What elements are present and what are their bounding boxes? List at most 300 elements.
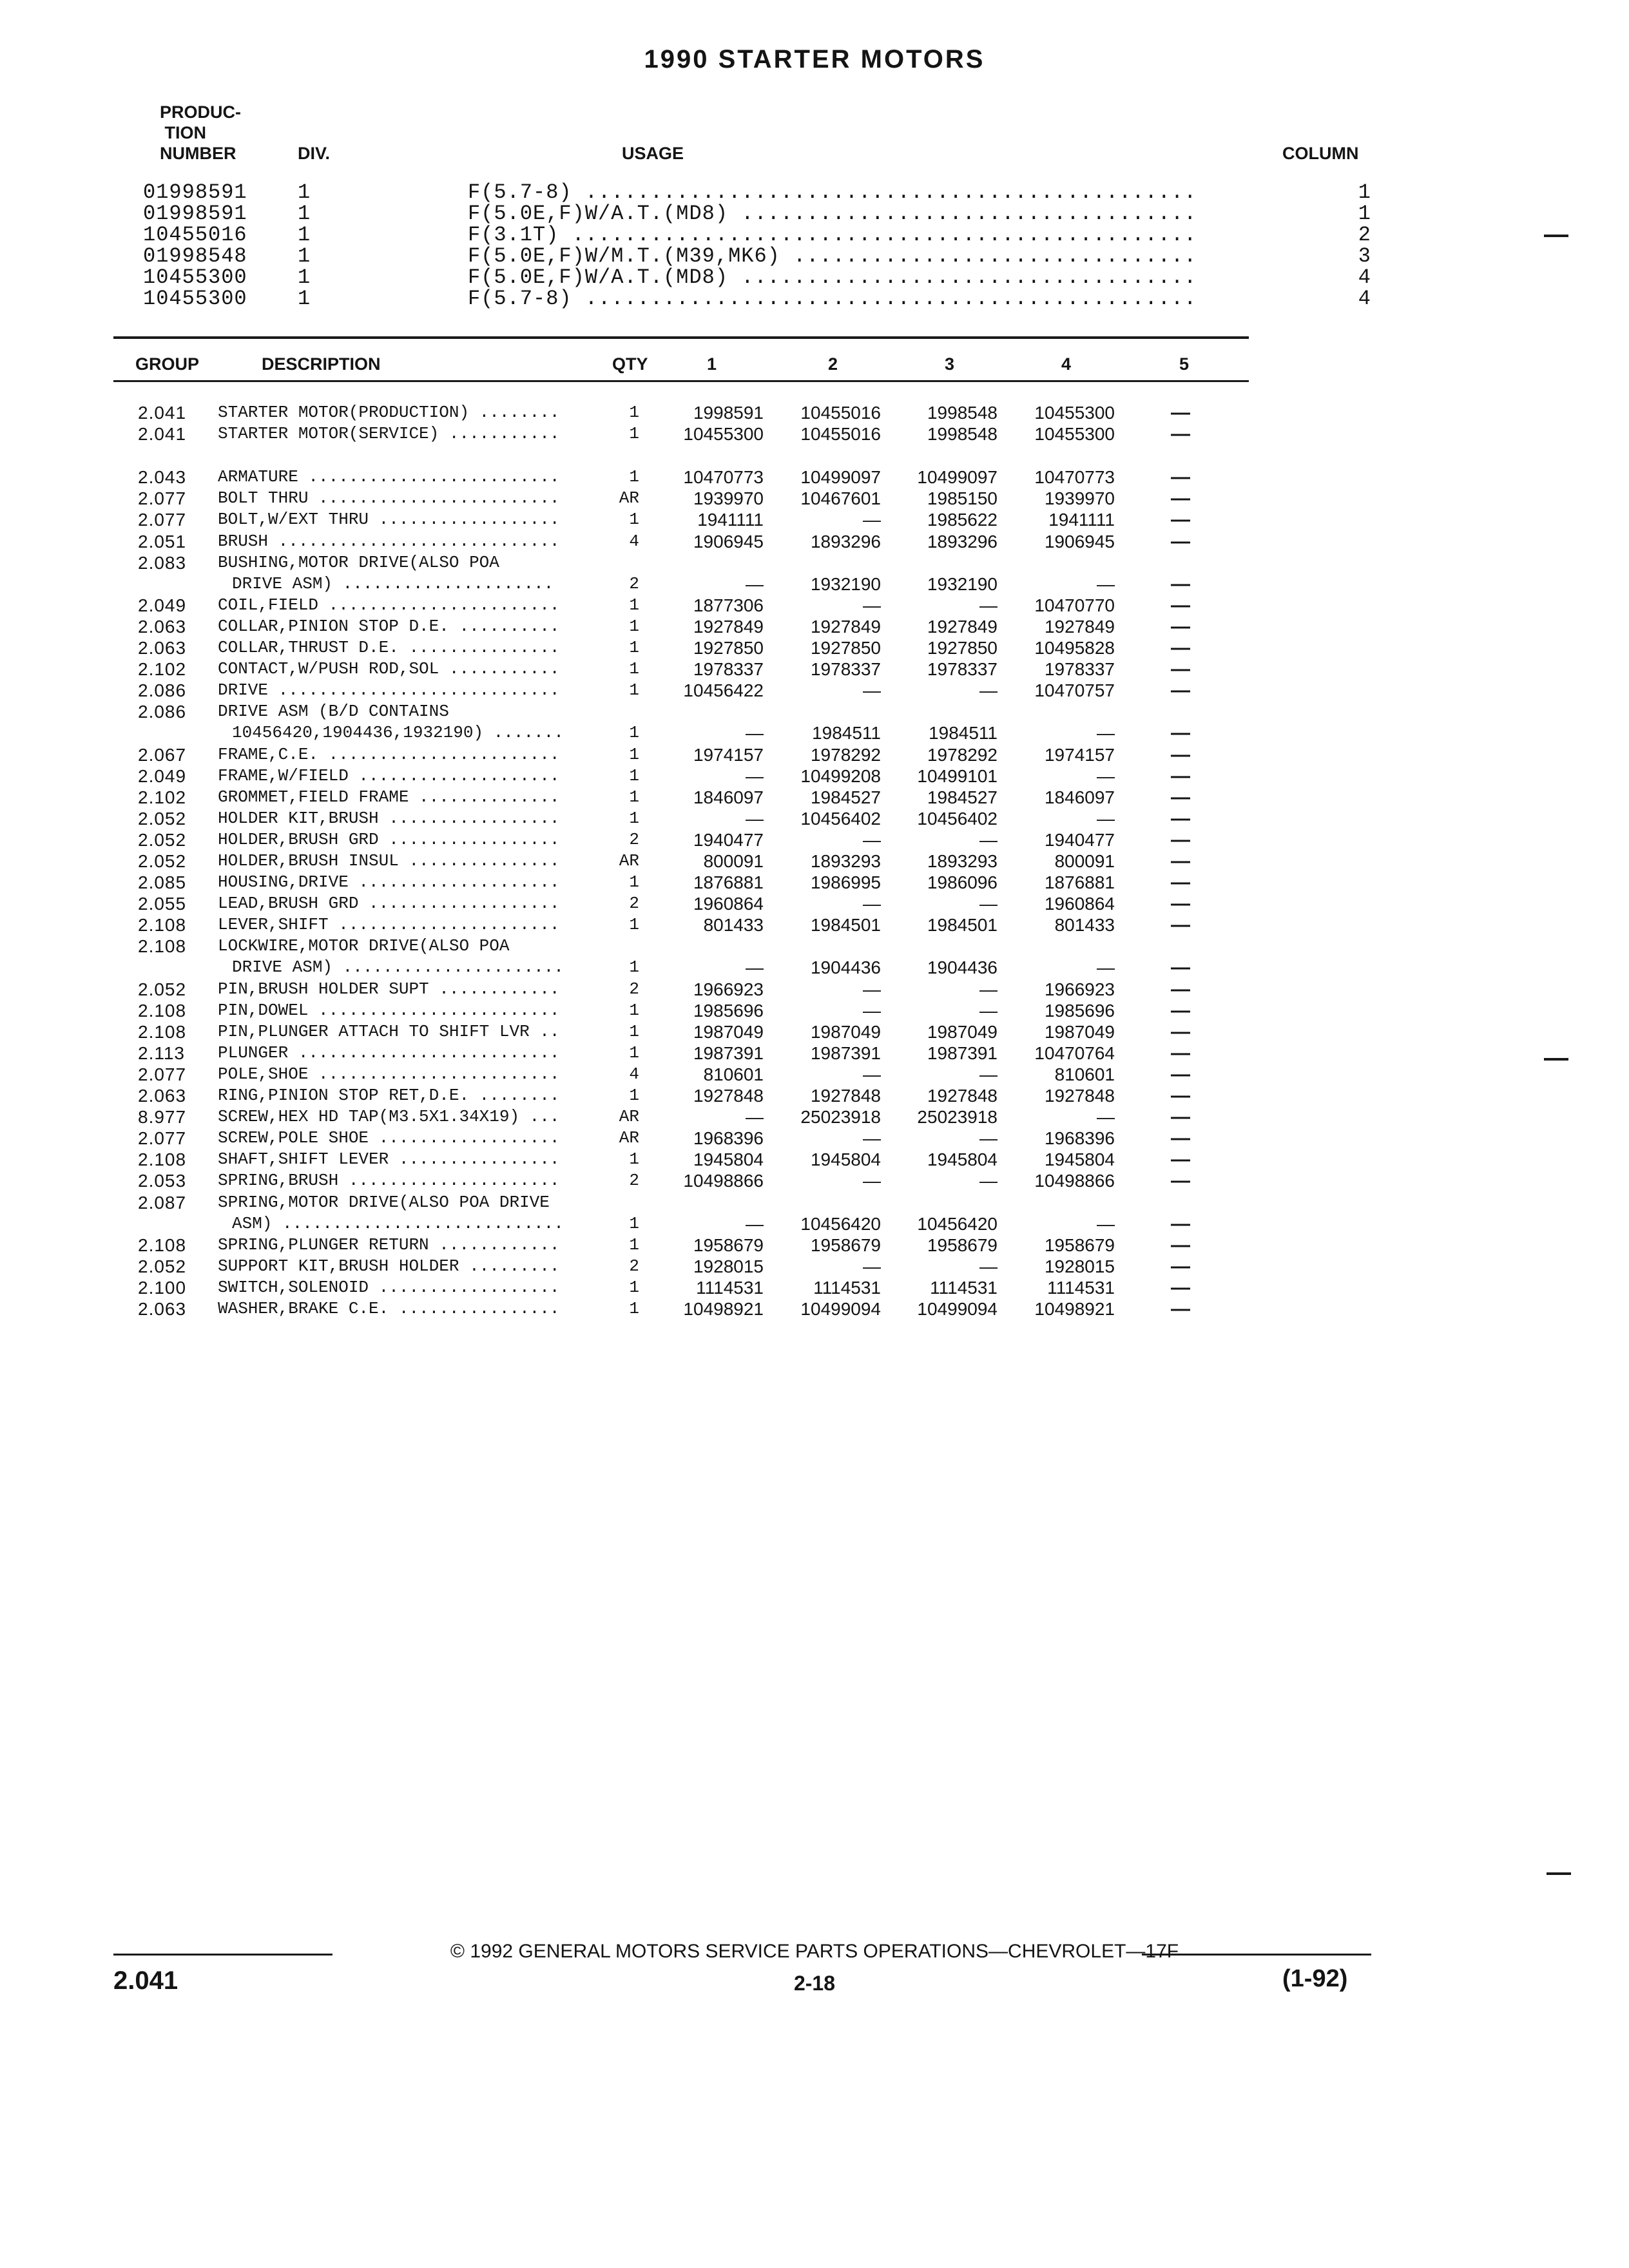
part-number-col-4: 1968396 [1044, 1128, 1115, 1148]
part-number-col-1: 1968396 [693, 1128, 764, 1148]
part-description: COLLAR,THRUST D.E. ............... [218, 638, 560, 657]
part-number-col-2: 1984527 [810, 787, 881, 807]
quantity: AR [619, 488, 639, 508]
part-number-col-1: 10455300 [683, 424, 764, 444]
page-title: 1990 STARTER MOTORS [644, 45, 985, 73]
quantity: 1 [629, 638, 639, 657]
column-number: 4 [1358, 265, 1371, 289]
table-row [0, 616, 1629, 637]
table-row [0, 488, 1629, 509]
part-description: LOCKWIRE,MOTOR DRIVE(ALSO POA [218, 936, 510, 956]
part-number-col-3: 1114531 [930, 1278, 998, 1298]
quantity: 1 [629, 1278, 639, 1297]
part-number-col-2: 1978292 [810, 745, 881, 765]
part-description: WASHER,BRAKE C.E. ................ [218, 1299, 560, 1318]
table-row [0, 658, 1629, 680]
footer-date-code: (1-92) [1282, 1965, 1348, 1992]
part-number-col-3: — [979, 894, 998, 914]
part-number-col-4: 10495828 [1034, 638, 1115, 658]
part-number-col-1: 10470773 [683, 467, 764, 487]
part-description: HOUSING,DRIVE .................... [218, 872, 560, 892]
part-number-col-2: 1978337 [810, 659, 881, 679]
part-number-col-2: 10499097 [800, 467, 881, 487]
part-description: PLUNGER .......................... [218, 1043, 560, 1062]
part-number-col-2: 10456402 [800, 809, 881, 829]
table-row [0, 765, 1629, 787]
part-number-col-4: 10470757 [1034, 680, 1115, 700]
part-description: CONTACT,W/PUSH ROD,SOL ........... [218, 659, 560, 678]
production-number: 10455300 [143, 265, 247, 289]
part-number-col-4: — [1097, 1107, 1115, 1127]
part-number-col-4: 1876881 [1044, 872, 1115, 892]
group-number: 2.052 [138, 1256, 187, 1276]
part-number-col-5: — [1171, 637, 1190, 658]
part-number-col-3: — [979, 1064, 998, 1084]
table-row [0, 957, 1629, 978]
quantity: 1 [629, 617, 639, 636]
part-number-col-3: — [979, 979, 998, 999]
group-number: 2.108 [138, 936, 187, 956]
margin-mark [1544, 235, 1568, 237]
group-number: 2.077 [138, 488, 187, 508]
table-row [0, 466, 1629, 488]
group-number: 2.102 [138, 787, 187, 807]
part-number-col-4: 1945804 [1044, 1149, 1115, 1169]
part-description: SPRING,PLUNGER RETURN ............ [218, 1235, 560, 1254]
part-number-col-1: 1958679 [693, 1235, 764, 1255]
part-number-col-3: 1927850 [927, 638, 998, 658]
quantity: 1 [629, 680, 639, 700]
part-number-col-1: 801433 [703, 915, 764, 935]
part-number-col-3: 1984501 [927, 915, 998, 935]
part-number-col-4: 1939970 [1044, 488, 1115, 508]
usage-row [0, 203, 1629, 224]
part-number-col-2: 1945804 [810, 1149, 881, 1169]
table-row [0, 552, 1629, 573]
quantity: 1 [629, 872, 639, 892]
usage-text: F(5.7-8) ............................................... [468, 182, 1197, 203]
part-description: DRIVE ............................ [218, 680, 560, 700]
part-number-col-3: — [979, 680, 998, 700]
part-number-col-2: 1893293 [810, 851, 881, 871]
part-description: SUPPORT KIT,BRUSH HOLDER ......... [218, 1256, 560, 1276]
part-description: BOLT THRU ........................ [218, 488, 560, 508]
part-number-col-4: — [1097, 723, 1115, 743]
part-number-col-3: — [979, 1128, 998, 1148]
part-number-col-2: — [863, 1064, 881, 1084]
group-number: 2.043 [138, 467, 187, 487]
part-number-col-5: — [1171, 1043, 1190, 1064]
part-number-col-2: 1893296 [810, 532, 881, 552]
part-number-col-1: 1928015 [693, 1256, 764, 1276]
group-number: 2.086 [138, 680, 187, 700]
part-number-col-3: 10499094 [917, 1299, 998, 1319]
part-number-col-4: 10470770 [1034, 595, 1115, 615]
table-row [0, 1192, 1629, 1213]
part-number-col-3: 10456420 [917, 1214, 998, 1234]
part-number-col-5: — [1171, 1170, 1190, 1191]
part-number-col-3: 1985622 [927, 510, 998, 530]
part-description: DRIVE ASM (B/D CONTAINS [218, 702, 449, 721]
part-description: LEVER,SHIFT ...................... [218, 915, 560, 934]
part-number-col-5: — [1171, 658, 1190, 680]
part-number-col-5: — [1171, 1298, 1190, 1320]
division: 1 [298, 202, 311, 226]
quantity: 1 [629, 1022, 639, 1041]
usage-text: F(5.0E,F)W/M.T.(M39,MK6) ............................... [468, 245, 1197, 267]
part-number-col-4: — [1097, 766, 1115, 786]
part-description: STARTER MOTOR(PRODUCTION) ........ [218, 403, 560, 422]
part-number-col-1: 1906945 [693, 532, 764, 552]
part-number-col-1: 1966923 [693, 979, 764, 999]
part-number-col-5: — [1171, 1106, 1190, 1128]
part-number-col-3: 1958679 [927, 1235, 998, 1255]
group-column-header: GROUP [135, 354, 200, 374]
group-number: 2.108 [138, 1022, 187, 1042]
quantity: 2 [629, 1256, 639, 1276]
part-number-col-4: 1927849 [1044, 617, 1115, 637]
usage-row [0, 288, 1629, 309]
table-row [0, 1106, 1629, 1128]
production-number-header: PRODUC- TION NUMBER [160, 102, 241, 163]
part-number-col-1: 10498866 [683, 1171, 764, 1191]
group-number: 2.041 [138, 424, 187, 444]
part-number-col-4: 1928015 [1044, 1256, 1115, 1276]
part-number-col-5: — [1171, 850, 1190, 872]
part-number-col-4: — [1097, 574, 1115, 594]
part-number-col-5: — [1171, 573, 1190, 595]
part-description: ASM) ............................ [232, 1214, 564, 1233]
part-number-col-1: — [746, 723, 764, 743]
part-number-col-4: 1906945 [1044, 532, 1115, 552]
part-description: COLLAR,PINION STOP D.E. .......... [218, 617, 560, 636]
division: 1 [298, 265, 311, 289]
part-number-col-4: 1966923 [1044, 979, 1115, 999]
part-number-col-3: 1987049 [927, 1022, 998, 1042]
part-number-col-3: 1998548 [927, 424, 998, 444]
part-number-col-5: — [1171, 466, 1190, 488]
usage-text: F(5.7-8) ............................................... [468, 288, 1197, 309]
part-number-col-1: — [746, 574, 764, 594]
part-number-col-5: — [1171, 829, 1190, 850]
part-description: SCREW,HEX HD TAP(M3.5X1.34X19) ... [218, 1107, 560, 1126]
part-number-col-5: — [1171, 488, 1190, 509]
table-row [0, 914, 1629, 936]
quantity: AR [619, 851, 639, 870]
part-number-col-2: — [863, 894, 881, 914]
part-description: RING,PINION STOP RET,D.E. ........ [218, 1086, 560, 1105]
group-number: 2.087 [138, 1193, 187, 1213]
usage-row [0, 182, 1629, 203]
table-row [0, 1085, 1629, 1106]
group-number: 2.085 [138, 872, 187, 892]
quantity: 1 [629, 424, 639, 443]
table-row [0, 423, 1629, 445]
part-number-col-5: — [1171, 1085, 1190, 1106]
group-number: 2.102 [138, 659, 187, 679]
group-number: 2.077 [138, 1128, 187, 1148]
quantity: 4 [629, 1064, 639, 1084]
division: 1 [298, 180, 311, 204]
table-row [0, 1128, 1629, 1149]
part-number-col-1: 10456422 [683, 680, 764, 700]
part-number-col-2: — [863, 1128, 881, 1148]
table-row [0, 1021, 1629, 1043]
table-row [0, 1277, 1629, 1298]
quantity: 1 [629, 403, 639, 422]
production-number: 10455300 [143, 287, 247, 311]
part-number-col-4: 10455300 [1034, 424, 1115, 444]
part-number-col-3: 1893293 [927, 851, 998, 871]
usage-text: F(5.0E,F)W/A.T.(MD8) ................................... [468, 203, 1197, 224]
part-number-col-2: — [863, 1001, 881, 1021]
part-number-col-2: — [863, 510, 881, 530]
part-number-col-2: — [863, 680, 881, 700]
part-number-col-1: 1941111 [697, 510, 764, 530]
part-number-col-3: — [979, 1001, 998, 1021]
part-description: HOLDER,BRUSH GRD ................. [218, 830, 560, 849]
part-number-col-5: — [1171, 957, 1190, 978]
part-number-col-5: — [1171, 423, 1190, 445]
group-number: 2.086 [138, 702, 187, 722]
part-number-col-1: 1114531 [696, 1278, 764, 1298]
part-number-col-5: — [1171, 765, 1190, 787]
part-number-col-1: — [746, 766, 764, 786]
part-description: FRAME,C.E. ....................... [218, 745, 560, 764]
part-number-col-1: 1945804 [693, 1149, 764, 1169]
production-number: 01998548 [143, 244, 247, 268]
part-number-col-4: 10498866 [1034, 1171, 1115, 1191]
quantity: 2 [629, 830, 639, 849]
part-number-col-4: 10470764 [1034, 1043, 1115, 1063]
part-number-col-2: — [863, 979, 881, 999]
group-number: 2.083 [138, 553, 187, 573]
column-number: 4 [1358, 287, 1371, 311]
part-number-col-1: 1985696 [693, 1001, 764, 1021]
table-row [0, 1298, 1629, 1320]
part-number-col-2: 1904436 [810, 957, 881, 977]
part-description: FRAME,W/FIELD .................... [218, 766, 560, 785]
part-description: SPRING,MOTOR DRIVE(ALSO POA DRIVE [218, 1193, 550, 1212]
part-number-col-1: 1939970 [693, 488, 764, 508]
part-number-col-5: — [1171, 1064, 1190, 1085]
table-row [0, 1235, 1629, 1256]
part-number-col-1: 1927849 [693, 617, 764, 637]
part-number-col-1: 1876881 [693, 872, 764, 892]
qty-column-header: QTY [612, 354, 648, 374]
quantity: 1 [629, 1214, 639, 1233]
quantity: 1 [629, 467, 639, 486]
table-row [0, 509, 1629, 530]
part-number-col-4: — [1097, 809, 1115, 829]
part-description: POLE,SHOE ........................ [218, 1064, 560, 1084]
part-description: 10456420,1904436,1932190) ....... [232, 723, 564, 742]
part-number-col-4: 1987049 [1044, 1022, 1115, 1042]
part-number-col-5: — [1171, 1128, 1190, 1149]
production-number: 10455016 [143, 223, 247, 247]
part-number-col-1: 800091 [703, 851, 764, 871]
part-number-col-2: 1114531 [813, 1278, 881, 1298]
quantity: 1 [629, 766, 639, 785]
part-number-col-5: — [1171, 509, 1190, 530]
part-description: STARTER MOTOR(SERVICE) ........... [218, 424, 560, 443]
usage-text: F(3.1T) ................................................ [468, 224, 1197, 245]
group-number: 2.052 [138, 830, 187, 850]
usage-header: USAGE [622, 144, 684, 163]
part-number-col-1: 1974157 [693, 745, 764, 765]
column-1-header: 1 [707, 354, 717, 374]
table-row [0, 850, 1629, 872]
part-number-col-2: 10499094 [800, 1299, 881, 1319]
part-number-col-4: 10470773 [1034, 467, 1115, 487]
part-number-col-2: 1932190 [810, 574, 881, 594]
part-description: BUSHING,MOTOR DRIVE(ALSO POA [218, 553, 499, 572]
group-number: 2.108 [138, 1149, 187, 1169]
part-number-col-4: 1114531 [1047, 1278, 1115, 1298]
part-number-col-1: 1960864 [693, 894, 764, 914]
part-description: HOLDER KIT,BRUSH ................. [218, 809, 560, 828]
part-number-col-3: 1987391 [927, 1043, 998, 1063]
group-number: 2.051 [138, 532, 187, 552]
group-number: 2.067 [138, 745, 187, 765]
part-number-col-3: — [979, 1171, 998, 1191]
part-number-col-4: — [1097, 957, 1115, 977]
quantity: 1 [629, 745, 639, 764]
part-number-col-3: 1978292 [927, 745, 998, 765]
quantity: 1 [629, 595, 639, 615]
part-number-col-2: 1987049 [810, 1022, 881, 1042]
part-number-col-3: 1945804 [927, 1149, 998, 1169]
table-row [0, 402, 1629, 423]
part-number-col-4: 10455300 [1034, 403, 1115, 423]
table-row [0, 637, 1629, 658]
part-number-col-5: — [1171, 787, 1190, 808]
table-row [0, 936, 1629, 957]
column-4-header: 4 [1061, 354, 1072, 374]
quantity: 1 [629, 1299, 639, 1318]
group-number: 2.063 [138, 1299, 187, 1319]
part-number-col-1: 1927848 [693, 1086, 764, 1106]
usage-row [0, 224, 1629, 245]
table-row [0, 680, 1629, 701]
table-row [0, 893, 1629, 914]
column-header: COLUMN [1282, 144, 1359, 163]
part-number-col-4: 1978337 [1044, 659, 1115, 679]
part-number-col-5: — [1171, 1021, 1190, 1043]
part-number-col-5: — [1171, 914, 1190, 936]
part-number-col-1: 1940477 [693, 830, 764, 850]
group-number: 2.077 [138, 1064, 187, 1084]
part-description: PIN,BRUSH HOLDER SUPT ............ [218, 979, 560, 999]
part-number-col-2: 1984501 [810, 915, 881, 935]
group-number: 2.113 [138, 1043, 185, 1063]
part-number-col-1: 1846097 [693, 787, 764, 807]
part-number-col-3: 1904436 [927, 957, 998, 977]
part-number-col-5: — [1171, 1256, 1190, 1277]
part-number-col-1: 1927850 [693, 638, 764, 658]
part-number-col-3: 1932190 [927, 574, 998, 594]
part-number-col-2: 25023918 [800, 1107, 881, 1127]
part-number-col-1: 1978337 [693, 659, 764, 679]
part-number-col-3: — [979, 595, 998, 615]
part-number-col-5: — [1171, 1277, 1190, 1298]
part-number-col-2: 1984511 [812, 723, 881, 743]
part-number-col-5: — [1171, 595, 1190, 616]
table-row [0, 787, 1629, 808]
part-number-col-3: 1985150 [927, 488, 998, 508]
part-number-col-5: — [1171, 872, 1190, 893]
part-description: ARMATURE ......................... [218, 467, 560, 486]
margin-mark [1544, 1058, 1568, 1061]
quantity: 4 [629, 532, 639, 551]
group-number: 2.108 [138, 915, 187, 935]
part-number-col-3: 10499101 [917, 766, 998, 786]
group-number: 2.052 [138, 851, 187, 871]
quantity: 2 [629, 1171, 639, 1190]
part-number-col-4: 1927848 [1044, 1086, 1115, 1106]
quantity: 1 [629, 723, 639, 742]
part-number-col-4: 1974157 [1044, 745, 1115, 765]
group-number: 2.055 [138, 894, 187, 914]
group-number: 2.049 [138, 766, 187, 786]
part-number-col-2: 1927849 [810, 617, 881, 637]
part-number-col-2: 1958679 [810, 1235, 881, 1255]
quantity: AR [619, 1128, 639, 1148]
column-number: 3 [1358, 244, 1371, 268]
quantity: 2 [629, 979, 639, 999]
group-number: 2.049 [138, 595, 187, 615]
part-number-col-2: — [863, 1171, 881, 1191]
column-3-header: 3 [945, 354, 955, 374]
part-number-col-3: 1927848 [927, 1086, 998, 1106]
part-number-col-5: — [1171, 1213, 1190, 1235]
division: 1 [298, 244, 311, 268]
quantity: 1 [629, 915, 639, 934]
column-2-header: 2 [828, 354, 838, 374]
part-number-col-3: — [979, 830, 998, 850]
division: 1 [298, 287, 311, 311]
quantity: 1 [629, 1149, 639, 1169]
footer-group-number: 2.041 [113, 1966, 178, 1995]
table-row [0, 531, 1629, 552]
table-row [0, 872, 1629, 893]
part-description: LEAD,BRUSH GRD ................... [218, 894, 560, 913]
part-number-col-3: 25023918 [917, 1107, 998, 1127]
column-5-header: 5 [1179, 354, 1190, 374]
part-number-col-1: — [746, 1107, 764, 1127]
part-number-col-2: 10455016 [800, 403, 881, 423]
part-number-col-2: 10455016 [800, 424, 881, 444]
part-number-col-5: — [1171, 531, 1190, 552]
part-number-col-2: — [863, 830, 881, 850]
part-number-col-4: 10498921 [1034, 1299, 1115, 1319]
part-number-col-1: — [746, 1214, 764, 1234]
group-number: 2.053 [138, 1171, 187, 1191]
part-number-col-3: 1893296 [927, 532, 998, 552]
part-description: BRUSH ............................ [218, 532, 560, 551]
table-top-rule [113, 336, 1249, 339]
part-number-col-4: 1940477 [1044, 830, 1115, 850]
part-number-col-4: 1941111 [1048, 510, 1115, 530]
part-description: PIN,PLUNGER ATTACH TO SHIFT LVR .. [218, 1022, 560, 1041]
table-row [0, 722, 1629, 744]
part-description: BOLT,W/EXT THRU .................. [218, 510, 560, 529]
group-number: 2.108 [138, 1235, 187, 1255]
part-number-col-5: — [1171, 744, 1190, 765]
group-number: 2.041 [138, 403, 187, 423]
part-number-col-3: 10499097 [917, 467, 998, 487]
part-number-col-4: 1960864 [1044, 894, 1115, 914]
